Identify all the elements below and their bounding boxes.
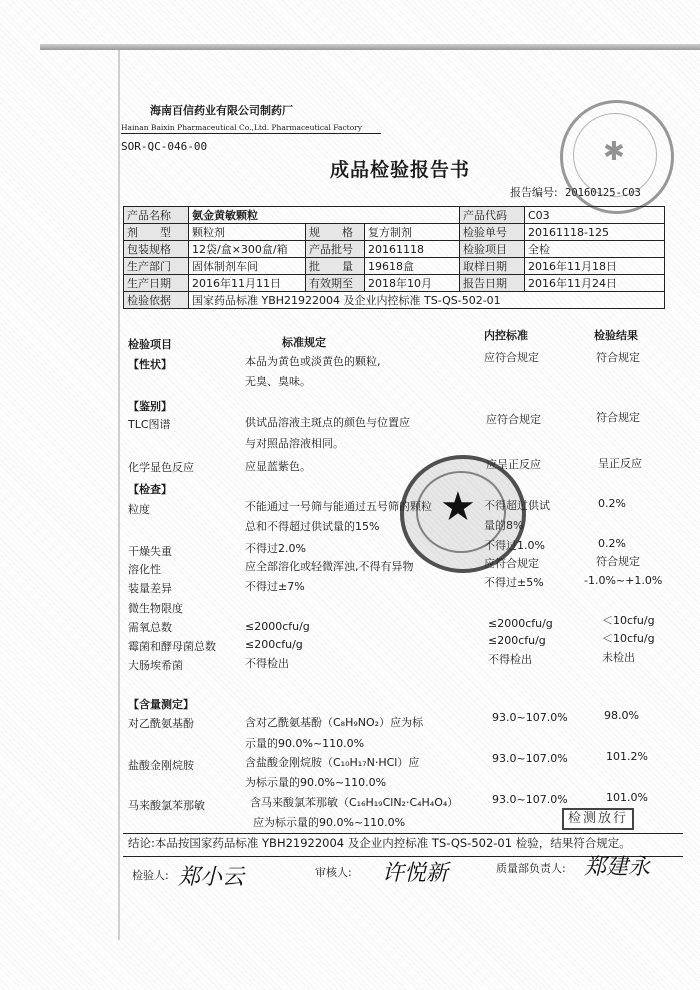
label-product-code: 产品代码: [460, 207, 525, 224]
qa-head-signature: 郑建永: [584, 855, 651, 880]
label-test-basis: 检验依据: [124, 292, 189, 309]
text-row: 量的8%: [484, 519, 524, 532]
label-expiry: 有效期至: [306, 275, 365, 292]
seal-star-icon: ✱: [603, 137, 625, 167]
value-product-name: 氨金黄敏颗粒: [189, 207, 460, 224]
product-info-table: [123, 206, 665, 309]
value-dosage-form: 颗粒剂: [189, 224, 306, 241]
conclusion-text: 结论:本品按国家药品标准 YBH21922004 及企业内控标准 TS-QS-502-01 检验，结果符合规定。: [128, 836, 631, 850]
text-row: 不得过±7%: [245, 580, 305, 593]
value-test-items: 全检: [525, 241, 665, 258]
text-row: ＜10cfu/g: [602, 614, 655, 627]
text-row: 微生物限度: [128, 602, 183, 615]
text-row: 含马来酸氯苯那敏（C₁₆H₁₉ClN₂·C₄H₄O₄）: [250, 796, 459, 809]
text-row: 含对乙酰氨基酚（C₈H₉NO₂）应为标: [245, 716, 424, 729]
text-row: -1.0%~+1.0%: [584, 574, 663, 587]
col-header-result: 检验结果: [594, 329, 638, 342]
text-row: 93.0~107.0%: [492, 793, 568, 806]
text-row: 符合规定: [596, 351, 640, 364]
company-seal-stamp: [560, 100, 674, 214]
text-row: 含盐酸金刚烷胺（C₁₀H₁₇N·HCl）应: [245, 756, 420, 769]
label-packaging: 包装规格: [124, 241, 189, 258]
section-assay: 【含量测定】: [128, 698, 194, 711]
text-row: 装量差异: [128, 582, 172, 595]
text-row: 0.2%: [598, 497, 626, 510]
label-batch-no: 产品批号: [306, 241, 365, 258]
info-row: [124, 224, 665, 241]
value-batch-size: 19618盒: [365, 258, 460, 275]
text-row: 应呈正反应: [486, 458, 541, 471]
label-production-date: 生产日期: [124, 275, 189, 292]
value-product-code: C03: [525, 207, 665, 224]
label-dosage-form: 剂 型: [124, 224, 189, 241]
label-test-order-no: 检验单号: [460, 224, 525, 241]
value-expiry: 2018年10月: [365, 275, 460, 292]
text-row: 总和不得超过供试量的15%: [245, 520, 380, 533]
reviewer-signature: 许悦新: [382, 861, 449, 886]
qa-head-label: 质量部负责人:: [496, 862, 566, 875]
text-row: 应为标示量的90.0%~110.0%: [253, 816, 406, 829]
text-row: 溶化性: [128, 563, 161, 576]
text-row: 应符合规定: [484, 557, 539, 570]
text-row: 大肠埃希菌: [128, 659, 183, 672]
text-row: 不得检出: [245, 657, 289, 670]
text-row: 呈正反应: [598, 457, 642, 470]
company-name-cn: 海南百信药业有限公司制药厂: [150, 104, 293, 117]
text-row: 不得超过供试: [484, 499, 550, 512]
label-sampling-date: 取样日期: [460, 258, 525, 275]
value-batch-no: 20161118: [365, 241, 460, 258]
value-spec: 复方制剂: [365, 224, 460, 241]
text-row: 符合规定: [596, 555, 640, 568]
text-row: 93.0~107.0%: [492, 711, 568, 724]
section-inspection: 【检查】: [128, 483, 172, 496]
qc-seal-stamp: [400, 455, 526, 573]
label-report-date: 报告日期: [460, 275, 525, 292]
text-row: 需氧总数: [128, 621, 172, 634]
text-row: 盐酸金刚烷胺: [128, 759, 194, 772]
text-row: 与对照品溶液相同。: [245, 437, 344, 450]
info-row: [124, 241, 665, 258]
text-row: 示量的90.0%~110.0%: [245, 737, 365, 750]
section-appearance: 【性状】: [128, 358, 172, 371]
info-row: [124, 207, 665, 224]
text-row: ≤2000cfu/g: [245, 620, 310, 633]
text-row: 不能通过一号筛与能通过五号筛的颗粒: [245, 500, 432, 513]
text-row: 应符合规定: [486, 413, 541, 426]
label-production-dept: 生产部门: [124, 258, 189, 275]
info-row: [124, 292, 665, 309]
report-number-label: 报告编号:: [510, 186, 558, 199]
value-production-date: 2016年11月11日: [189, 275, 306, 292]
inspector-label: 检验人:: [132, 869, 169, 882]
text-row: 不得过2.0%: [245, 542, 306, 555]
text-row: 干燥失重: [128, 545, 172, 558]
text-row: 对乙酰氨基酚: [128, 717, 194, 730]
text-row: TLC图谱: [128, 418, 171, 431]
inspector-signature: 郑小云: [178, 865, 245, 890]
label-spec: 规 格: [306, 224, 365, 241]
text-row: 101.0%: [606, 791, 648, 804]
col-header-internal: 内控标准: [484, 329, 528, 342]
text-row: 化学显色反应: [128, 461, 194, 474]
text-row: 应显蓝紫色。: [245, 460, 311, 473]
text-row: ≤200cfu/g: [488, 634, 546, 647]
release-stamp: 检测放行: [562, 808, 634, 830]
text-row: 马来酸氯苯那敏: [128, 799, 205, 812]
value-sampling-date: 2016年11月18日: [525, 258, 665, 275]
value-test-order-no: 20161118-125: [525, 224, 665, 241]
text-row: 为标示量的90.0%~110.0%: [245, 776, 387, 789]
label-product-name: 产品名称: [124, 207, 189, 224]
col-header-standard: 标准规定: [282, 336, 326, 349]
text-row: 符合规定: [596, 411, 640, 424]
text-row: 无臭、臭味。: [245, 375, 311, 388]
text-row: 本品为黄色或淡黄色的颗粒,: [245, 355, 381, 368]
document-code: SOR-QC-046-00: [121, 140, 208, 153]
value-packaging: 12袋/盒×300盒/箱: [189, 241, 306, 258]
text-row: 供试品溶液主斑点的颜色与位置应: [245, 416, 410, 429]
value-production-dept: 固体制剂车间: [189, 258, 306, 275]
company-name-en: Hainan Baixin Pharmaceutical Co.,Ltd. Pharmaceutical Factory: [121, 123, 363, 132]
info-row: [124, 258, 665, 275]
report-number: 20160125-C03: [565, 187, 641, 199]
text-row: 93.0~107.0%: [492, 752, 568, 765]
text-row: 应符合规定: [484, 351, 539, 364]
text-row: 未检出: [602, 651, 635, 664]
report-title: 成品检验报告书: [330, 159, 471, 181]
col-header-item: 检验项目: [128, 338, 172, 351]
text-row: 不得检出: [488, 653, 532, 666]
text-row: 粒度: [128, 503, 150, 516]
label-batch-size: 批 量: [306, 258, 365, 275]
text-row: 101.2%: [606, 750, 648, 763]
label-test-items: 检验项目: [460, 241, 525, 258]
text-row: ＜10cfu/g: [602, 632, 655, 645]
reviewer-label: 审核人:: [315, 866, 352, 879]
text-row: 不得过±5%: [484, 576, 544, 589]
text-row: 不得过1.0%: [484, 539, 545, 552]
text-row: 应全部溶化或轻微浑浊,不得有异物: [245, 560, 414, 573]
seal-star-icon: ★: [440, 484, 476, 530]
value-report-date: 2016年11月24日: [525, 275, 665, 292]
text-row: 霉菌和酵母菌总数: [128, 640, 216, 653]
section-identification: 【鉴别】: [128, 400, 172, 413]
text-row: ≤200cfu/g: [245, 638, 303, 651]
info-row: [124, 275, 665, 292]
text-row: ≤2000cfu/g: [488, 617, 553, 630]
text-row: 0.2%: [598, 537, 626, 550]
value-test-basis: 国家药品标准 YBH21922004 及企业内控标准 TS-QS-502-01: [189, 292, 665, 309]
text-row: 98.0%: [604, 709, 639, 722]
